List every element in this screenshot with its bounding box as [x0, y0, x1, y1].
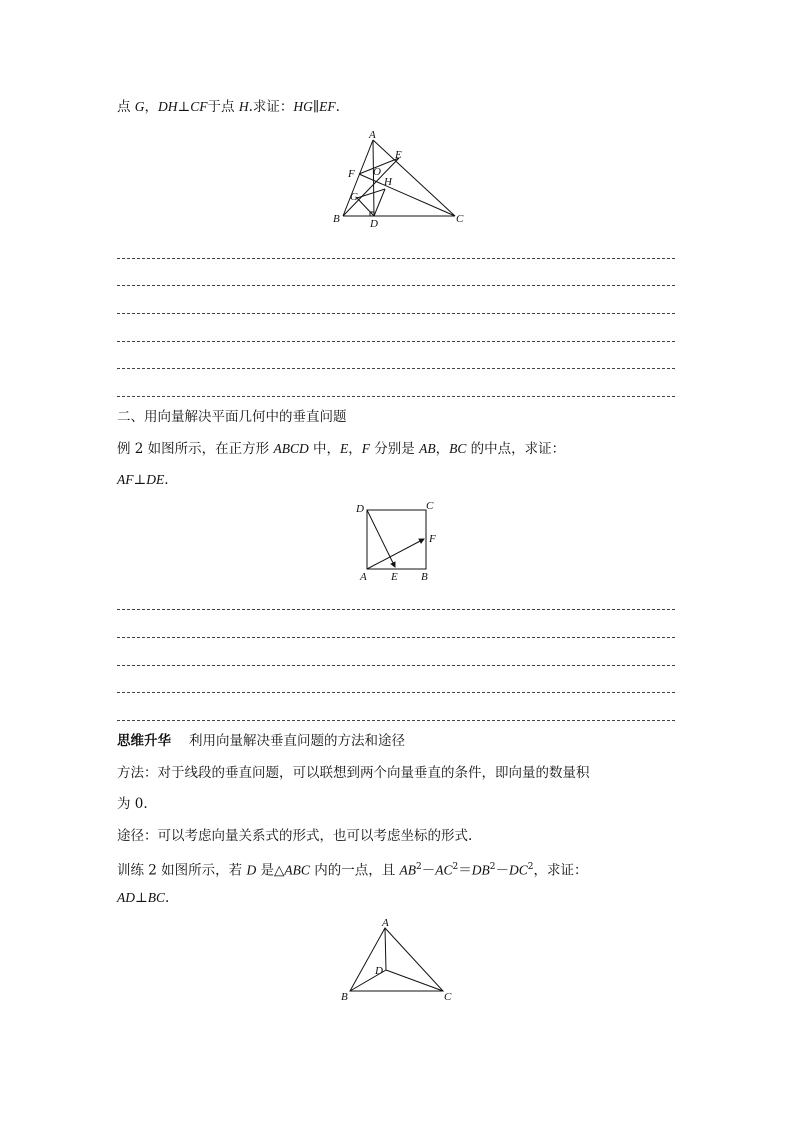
label-b: B [333, 213, 340, 225]
var-g: G [134, 99, 145, 114]
label-a: A [360, 571, 367, 583]
path-line: 途径：可以考虑向量关系式的形式，也可以考虑坐标的形式. [117, 828, 473, 844]
summary-heading: 思维升华 [117, 733, 171, 749]
label-d: D [375, 965, 383, 977]
label-a: A [369, 129, 376, 141]
text: 的中点，求证： [466, 441, 566, 457]
var-de: DE [146, 472, 165, 487]
text: ， [435, 441, 450, 457]
label-d: D [356, 503, 364, 515]
label-a: A [382, 917, 389, 929]
triangle-abc [350, 928, 443, 991]
segment-gh [357, 189, 385, 198]
var-f: F [361, 441, 371, 456]
label-f: F [429, 533, 436, 545]
label-o: O [373, 166, 381, 178]
label-g: G [350, 191, 358, 203]
label-b: B [421, 571, 428, 583]
var-dh: DH [158, 99, 178, 114]
perp-symbol: ⊥ [177, 99, 191, 115]
text: . [335, 99, 340, 115]
text: 中， [308, 441, 341, 457]
figure-triangle-altitudes [325, 128, 470, 232]
label-f: F [348, 168, 355, 180]
square-abcd [367, 510, 426, 569]
answer-line [117, 609, 675, 610]
text: .求证： [248, 99, 294, 115]
answer-line [117, 285, 675, 286]
superscript: 2 [416, 862, 422, 872]
summary-heading-line [117, 732, 405, 750]
text: 内的一点，且 [309, 862, 400, 879]
label-e: E [391, 571, 398, 583]
var-db: DB [471, 862, 490, 878]
segment-dh [374, 189, 385, 216]
label-c: C [426, 500, 434, 512]
altitude-ad [373, 140, 374, 216]
text: . [164, 472, 169, 488]
parallel-symbol: ∥ [312, 99, 320, 115]
var-e: E [340, 441, 349, 456]
var-h: H [238, 99, 249, 114]
superscript: 2 [527, 862, 534, 872]
var-abc: ABC [284, 862, 310, 878]
var-abcd: ABCD [273, 441, 309, 456]
var-cf: CF [190, 99, 208, 114]
text: 点 [117, 99, 135, 115]
answer-line [117, 341, 675, 342]
label-h: H [384, 176, 392, 188]
perp-symbol: ⊥ [133, 472, 147, 488]
exercise-2-line1 [117, 858, 587, 880]
text: ，求证： [533, 862, 588, 879]
var-dc: DC [508, 862, 528, 878]
answer-line [117, 720, 675, 721]
label-d: D [370, 218, 378, 230]
text: 分别是 [370, 441, 420, 457]
text: 是△ [256, 862, 285, 879]
var-hg: HG [293, 99, 313, 114]
segment-cd [386, 970, 443, 991]
segment-ad [385, 928, 386, 970]
text: 例 2 如图所示，在正方形 [117, 441, 274, 457]
minus: － [421, 862, 436, 879]
var-ab: AB [399, 862, 416, 878]
label-e: E [395, 149, 402, 161]
var-bc: BC [147, 890, 165, 905]
answer-line [117, 313, 675, 314]
superscript: 2 [489, 862, 496, 872]
example-2-line1 [117, 440, 565, 458]
text: . [164, 890, 170, 906]
text: ， [144, 99, 159, 115]
var-ac: AC [435, 862, 453, 878]
label-c: C [444, 991, 452, 1003]
figure-triangle-point-d [335, 913, 460, 1005]
perp-symbol: ⊥ [135, 890, 148, 906]
label-b: B [341, 991, 348, 1003]
summary-title: 利用向量解决垂直问题的方法和途径 [189, 733, 405, 749]
equals: ＝ [458, 862, 472, 879]
var-ef: EF [319, 99, 336, 114]
vector-af [367, 539, 424, 569]
vector-de [367, 510, 395, 567]
exercise-2-line2 [117, 889, 169, 907]
method-line: 方法：对于线段的垂直问题，可以联想到两个向量垂直的条件，即向量的数量积 [117, 765, 590, 781]
answer-line [117, 258, 675, 259]
answer-line [117, 396, 675, 397]
text: 于点 [207, 99, 239, 115]
method-line-cont: 为 0. [117, 796, 148, 812]
example-2-line2 [117, 471, 169, 489]
var-af: AF [117, 472, 134, 487]
answer-line [117, 665, 675, 666]
text: 训练 2 如图所示，若 [117, 862, 247, 879]
segment-dg [357, 198, 374, 216]
label-c: C [456, 213, 464, 225]
section-title: 二、用向量解决平面几何中的垂直问题 [117, 409, 347, 425]
var-d: D [246, 862, 257, 878]
answer-line [117, 637, 675, 638]
problem-statement-line [117, 98, 340, 116]
var-bc: BC [449, 441, 467, 456]
answer-line [117, 692, 675, 693]
var-ab: AB [419, 441, 436, 456]
superscript: 2 [452, 862, 459, 872]
answer-line [117, 368, 675, 369]
text: ， [348, 441, 362, 457]
figure-square [350, 498, 442, 584]
var-ad: AD [117, 890, 135, 905]
minus: － [495, 862, 509, 879]
